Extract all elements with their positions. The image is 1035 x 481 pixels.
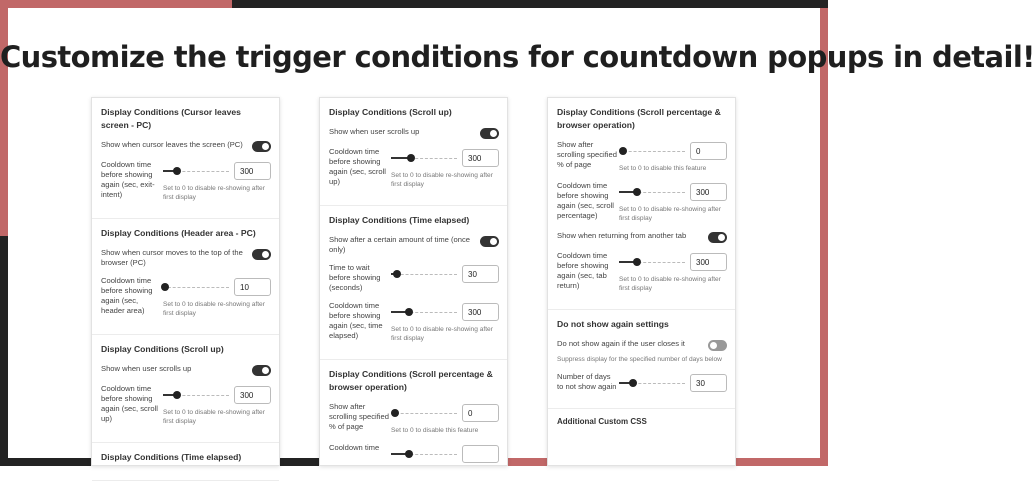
cooldown-slider[interactable] [391,451,457,457]
slider-area [619,372,727,392]
hint-text: Set to 0 to disable this feature [391,427,479,434]
hint-text: Set to 0 to disable re-showing after first display [619,206,721,222]
headline: Customize the trigger conditions for countdown popups in detail! [0,40,1035,74]
hint-text: Set to 0 to disable re-showing after first display [391,326,493,342]
slider-label: Cooldown time before showing again (sec, exit-intent) [101,160,155,199]
slider-controls [391,404,499,422]
slider-row [101,384,271,426]
slider-knob[interactable] [633,188,641,196]
section-title: Display Conditions (Time elapsed) [101,452,242,462]
cooldown-input[interactable]: 300 [690,183,727,201]
section-title: Display Conditions (Time elapsed) [329,215,470,225]
toggle-label: Do not show again if the user closes it [557,339,685,348]
scroll-percent-slider[interactable] [619,148,685,154]
background-accent [232,0,828,8]
slider-knob[interactable] [391,409,399,417]
slider-knob[interactable] [629,379,637,387]
slider-label: Cooldown time before showing again (sec, time elapsed) [329,301,383,340]
cooldown-input[interactable]: 300 [462,149,499,167]
scroll-percent-input[interactable]: 0 [690,142,727,160]
section-cursor-leaves [92,98,279,219]
hint-text: Set to 0 to disable re-showing after first display [391,172,493,188]
cursor-leaves-toggle[interactable] [252,141,271,152]
cooldown-input[interactable]: 10 [234,278,271,296]
section-scroll-up [92,335,279,443]
slider-row [329,147,499,189]
time-elapsed-toggle[interactable] [480,236,499,247]
hint-text: Set to 0 to disable re-showing after first display [163,185,265,201]
slider-area [163,384,271,426]
cooldown-slider[interactable] [163,284,229,290]
slider-knob[interactable] [393,270,401,278]
slider-row [329,402,499,435]
slider-controls [391,149,499,167]
slider-label: Cooldown time before showing again (sec, tab return) [557,251,609,290]
slider-controls [391,265,499,283]
slider-row [101,160,271,202]
section-title: Display Conditions (Scroll up) [329,107,452,117]
toggle-row [101,364,271,376]
slider-area [163,160,271,202]
slider-knob[interactable] [633,258,641,266]
slider-row [557,251,727,293]
scroll-up-toggle[interactable] [480,128,499,139]
slider-label: Cooldown time [329,443,380,452]
slider-row [329,263,499,293]
toggle-label: Show when cursor leaves the screen (PC) [101,140,243,149]
wait-time-input[interactable]: 30 [462,265,499,283]
slider-area [391,402,499,435]
cooldown-slider[interactable] [391,309,457,315]
cooldown-input[interactable]: 300 [234,162,271,180]
toggle-label: Show when user scrolls up [101,364,192,373]
days-slider[interactable] [619,380,685,386]
slider-knob[interactable] [173,167,181,175]
slider-knob[interactable] [619,147,627,155]
slider-area [391,263,499,283]
cooldown-input[interactable]: 300 [234,386,271,404]
slider-controls [163,162,271,180]
hint-text: Set to 0 to disable re-showing after first display [163,409,265,425]
wait-time-slider[interactable] [391,271,457,277]
cooldown-slider[interactable] [619,189,685,195]
toggle-label: Show when cursor moves to the top of the browser (PC) [101,248,243,267]
toggle-row [101,140,271,152]
section-title: Do not show again settings [557,319,669,329]
slider-row [329,301,499,343]
slider-label: Time to wait before showing (seconds) [329,263,381,292]
settings-panel-3 [547,97,736,466]
suppress-hint: Suppress display for the specified number of days below [557,356,722,363]
section-title: Display Conditions (Header area - PC) [101,228,256,238]
slider-area [391,443,499,463]
section-title: Display Conditions (Scroll percentage & browser operation) [557,107,721,130]
tab-return-slider[interactable] [619,259,685,265]
scroll-up-toggle[interactable] [252,365,271,376]
slider-row [557,181,727,223]
cooldown-input[interactable] [462,445,499,463]
section-title: Display Conditions (Cursor leaves screen - PC) [101,107,241,130]
background-accent [820,236,828,466]
hint-text: Set to 0 to disable this feature [619,165,707,172]
section-scroll-percentage [320,360,507,479]
slider-label: Cooldown time before showing again (sec, header area) [101,276,153,315]
tab-return-input[interactable]: 300 [690,253,727,271]
scroll-percent-slider[interactable] [391,410,457,416]
toggle-row [329,235,499,255]
header-area-toggle[interactable] [252,249,271,260]
toggle-label: Show when returning from another tab [557,231,687,240]
slider-knob[interactable] [161,283,169,291]
slider-row [557,140,727,173]
tab-return-toggle[interactable] [708,232,727,243]
section-time-elapsed [320,206,507,360]
scroll-percent-input[interactable]: 0 [462,404,499,422]
slider-knob[interactable] [407,154,415,162]
section-scroll-percentage [548,98,735,310]
section-time-elapsed [92,443,279,481]
slider-controls [619,142,727,160]
slider-area [391,147,499,189]
cooldown-slider[interactable] [163,392,229,398]
slider-controls [619,253,727,271]
hint-text: Set to 0 to disable re-showing after first display [163,301,265,317]
do-not-show-again-toggle[interactable] [708,340,727,351]
slider-label: Number of days to not show again [557,372,617,391]
section-scroll-up [320,98,507,206]
toggle-label: Show after a certain amount of time (once only) [329,235,470,254]
slider-knob[interactable] [405,308,413,316]
settings-panel-1 [91,97,280,466]
slider-label: Cooldown time before showing again (sec, scroll up) [329,147,386,186]
slider-area [391,301,499,343]
slider-row [101,276,271,318]
section-do-not-show-again [548,310,735,409]
slider-controls [163,386,271,404]
slider-label: Cooldown time before showing again (sec, scroll up) [101,384,158,423]
section-header-area [92,219,279,335]
slider-knob[interactable] [173,391,181,399]
slider-row [329,443,499,463]
section-title: Display Conditions (Scroll percentage & browser operation) [329,369,493,392]
slider-area [619,251,727,293]
slider-controls [391,303,499,321]
settings-panel-2 [319,97,508,466]
slider-controls [391,445,499,463]
slider-knob[interactable] [405,450,413,458]
cooldown-input[interactable]: 300 [462,303,499,321]
section-title: Display Conditions (Scroll up) [101,344,224,354]
slider-area [163,276,271,318]
slider-label: Show after scrolling specified % of page [557,140,617,169]
slider-label: Cooldown time before showing again (sec, scroll percentage) [557,181,614,220]
slider-controls [163,278,271,296]
slider-area [619,181,727,223]
toggle-label: Show when user scrolls up [329,127,420,136]
slider-area [619,140,727,173]
background-accent [0,0,232,8]
toggle-row [329,127,499,139]
slider-controls [619,374,727,392]
section-custom-css [548,409,735,440]
slider-label: Show after scrolling specified % of page [329,402,389,431]
cooldown-slider[interactable] [163,168,229,174]
custom-css-label: Additional Custom CSS [557,417,647,426]
cooldown-slider[interactable] [391,155,457,161]
days-input[interactable]: 30 [690,374,727,392]
toggle-row [101,248,271,268]
background-accent [0,236,8,466]
slider-controls [619,183,727,201]
slider-row [557,372,727,392]
toggle-row [557,231,727,243]
toggle-row [557,339,727,351]
hint-text: Set to 0 to disable re-showing after first display [619,276,721,292]
